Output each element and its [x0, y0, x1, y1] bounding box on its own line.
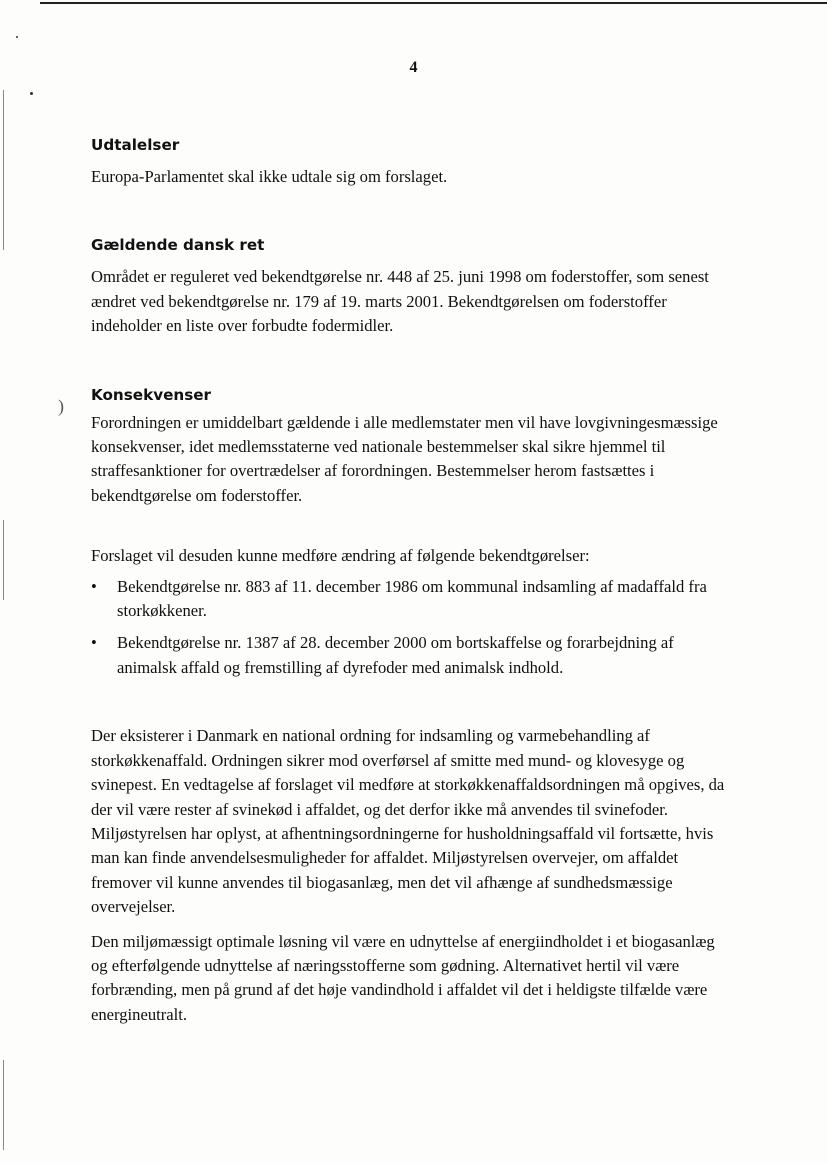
scan-speck: [16, 36, 18, 38]
list-item: [91, 631, 731, 680]
scan-left-edge: [3, 520, 4, 600]
scan-left-edge: [3, 1060, 4, 1150]
heading-gaeldende-dansk-ret: Gældende dansk ret: [91, 236, 265, 255]
scan-left-edge: [3, 90, 4, 250]
paragraph-miljoemaessig-loesning: Den miljømæssigt optimale løsning vil være en udnyttelse af energiindholdet i et biogasanlæg og efterfølgende udnyttelse af næringsstofferne som gødning. Alternativet hertil vil være forbrænding, men på grund af det høje vandindhold i affaldet vil det i heldigste tilfælde være energineutralt.: [91, 931, 715, 1024]
list-item: [91, 575, 731, 624]
paragraph-konsekvenser: Forordningen er umiddelbart gældende i alle medlemstater men vil have lovgivningesmæssige konsekvenser, idet medlemsstaterne ved nationale bestemmelser skal sikre hjemmel til straffesanktioner for overtrædelser af forordningen. Bestemmelser herom fastsættes i bekendtgørelse om foderstoffer.: [91, 412, 718, 505]
bullet-icon: •: [91, 633, 97, 653]
paragraph-bekendtgoerelser-intro: Forslaget vil desuden kunne medføre ændring af følgende bekendtgørelser:: [91, 546, 590, 566]
heading-konsekvenser: Konsekvenser: [91, 385, 212, 404]
list-item-text: Bekendtgørelse nr. 1387 af 28. december 2000 om bortskaffelse og forarbejdning af animalsk affald og fremstilling af dyrefoder med animalsk indhold.: [117, 633, 674, 677]
margin-mark: ): [58, 396, 64, 416]
document-body: [91, 133, 731, 1027]
paragraph-gaeldende-dansk-ret: Området er reguleret ved bekendtgørelse nr. 448 af 25. juni 1998 om foderstoffer, som senest ændret ved bekendtgørelse nr. 179 af 19. marts 2001. Bekendtgørelsen om foderstoffer indeholder en liste over forbudte fodermidler.: [91, 267, 709, 336]
scan-top-edge: [40, 2, 827, 4]
bekendtgoerelser-list: [91, 575, 731, 681]
paragraph-udtalelser: Europa-Parlamentet skal ikke udtale sig om forslaget.: [91, 167, 448, 186]
bullet-icon: •: [91, 576, 97, 596]
page-number: 4: [409, 59, 418, 76]
list-item-text: Bekendtgørelse nr. 883 af 11. december 1986 om kommunal indsamling af madaffald fra storkøkkener.: [117, 576, 707, 621]
paragraph-national-ordning: Der eksisterer i Danmark en national ordning for indsamling og varmebehandling af storkøkkenaffald. Ordningen sikrer mod overførsel af smitte med mund- og klovesyge og svinepest. En vedtagelse af forslaget vil medføre at storkøkkenaffaldsordningen må opgives, da der vil være rester af svinekød i affaldet, og det derfor ikke må anvendes til svinefoder. Miljøstyrelsen har oplyst, at afhentningsordningerne for husholdningsaffald vil fortsætte, hvis man kan finde anvendelsesmuligheder for affaldet. Miljøstyrelsen overvejer, om affaldet fremover vil kunne anvendes til biogasanlæg, men det vil afhænge af sundhedsmæssige overvejelser.: [91, 726, 725, 917]
heading-udtalelser: Udtalelser: [91, 136, 180, 154]
scan-speck: [30, 92, 33, 95]
